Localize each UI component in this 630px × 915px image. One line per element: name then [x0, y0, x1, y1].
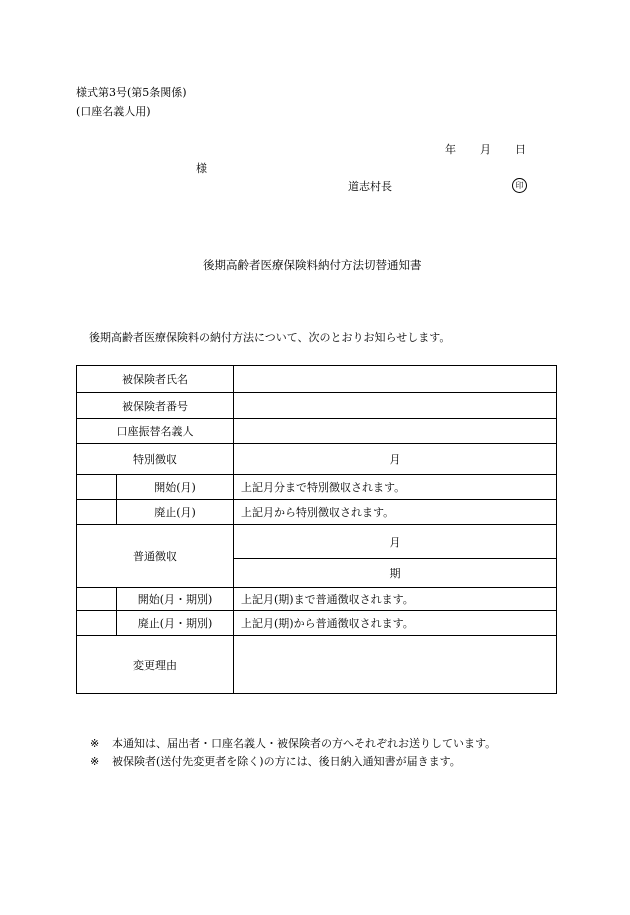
- addressee-suffix: 様: [196, 162, 207, 175]
- date-year-label: 年: [445, 143, 456, 156]
- stop-month-label: 廃止(月): [117, 500, 234, 525]
- note-1: [90, 735, 496, 753]
- table-row: [77, 475, 557, 500]
- normal-collection-month: 月: [234, 525, 557, 559]
- table-row: [77, 588, 557, 611]
- table-row: [77, 525, 557, 559]
- insured-name-label: 被保険者氏名: [77, 366, 234, 393]
- table-row: [77, 419, 557, 444]
- notice-table: [76, 365, 557, 694]
- sender-name: 道志村長: [348, 180, 392, 193]
- note-1-text: 本通知は、届出者・口座名義人・被保険者の方へそれぞれお送りしています。: [112, 737, 497, 750]
- start-month-text: 上記月分まで特別徴収されます。: [234, 475, 557, 500]
- indent-cell: [77, 611, 117, 636]
- account-holder-label: 口座振替名義人: [77, 419, 234, 444]
- notes: [90, 735, 496, 771]
- document-title: 後期高齢者医療保険料納付方法切替通知書: [203, 258, 422, 272]
- indent-cell: [77, 588, 117, 611]
- note-mark: ※: [90, 737, 100, 750]
- table-row: [77, 444, 557, 475]
- change-reason-value: [234, 636, 557, 694]
- form-number: 様式第3号(第5条関係): [76, 86, 187, 99]
- start-period-text: 上記月(期)まで普通徴収されます。: [234, 588, 557, 611]
- note-2-text: 被保険者(送付先変更者を除く)の方には、後日納入通知書が届きます。: [112, 755, 461, 768]
- special-collection-label: 特別徴収: [77, 444, 234, 475]
- intro-text: 後期高齢者医療保険料の納付方法について、次のとおりお知らせします。: [89, 331, 451, 344]
- date-day-label: 日: [515, 143, 526, 156]
- table-row: [77, 393, 557, 419]
- note-mark: ※: [90, 755, 100, 768]
- date-month-label: 月: [480, 143, 491, 156]
- note-2: [90, 753, 496, 771]
- form-variant: (口座名義人用): [76, 105, 151, 118]
- table-row: [77, 611, 557, 636]
- table-row: [77, 366, 557, 393]
- change-reason-label: 変更理由: [77, 636, 234, 694]
- table-row: [77, 636, 557, 694]
- insured-number-label: 被保険者番号: [77, 393, 234, 419]
- normal-collection-label: 普通徴収: [77, 525, 234, 588]
- special-collection-month: 月: [234, 444, 557, 475]
- indent-cell: [77, 475, 117, 500]
- insured-name-value: [234, 366, 557, 393]
- normal-collection-period: 期: [234, 559, 557, 588]
- start-month-label: 開始(月): [117, 475, 234, 500]
- start-period-label: 開始(月・期別): [117, 588, 234, 611]
- stop-period-label: 廃止(月・期別): [117, 611, 234, 636]
- stop-period-text: 上記月(期)から普通徴収されます。: [234, 611, 557, 636]
- indent-cell: [77, 500, 117, 525]
- seal-mark: 印: [512, 178, 527, 193]
- stop-month-text: 上記月から特別徴収されます。: [234, 500, 557, 525]
- table-row: [77, 500, 557, 525]
- insured-number-value: [234, 393, 557, 419]
- account-holder-value: [234, 419, 557, 444]
